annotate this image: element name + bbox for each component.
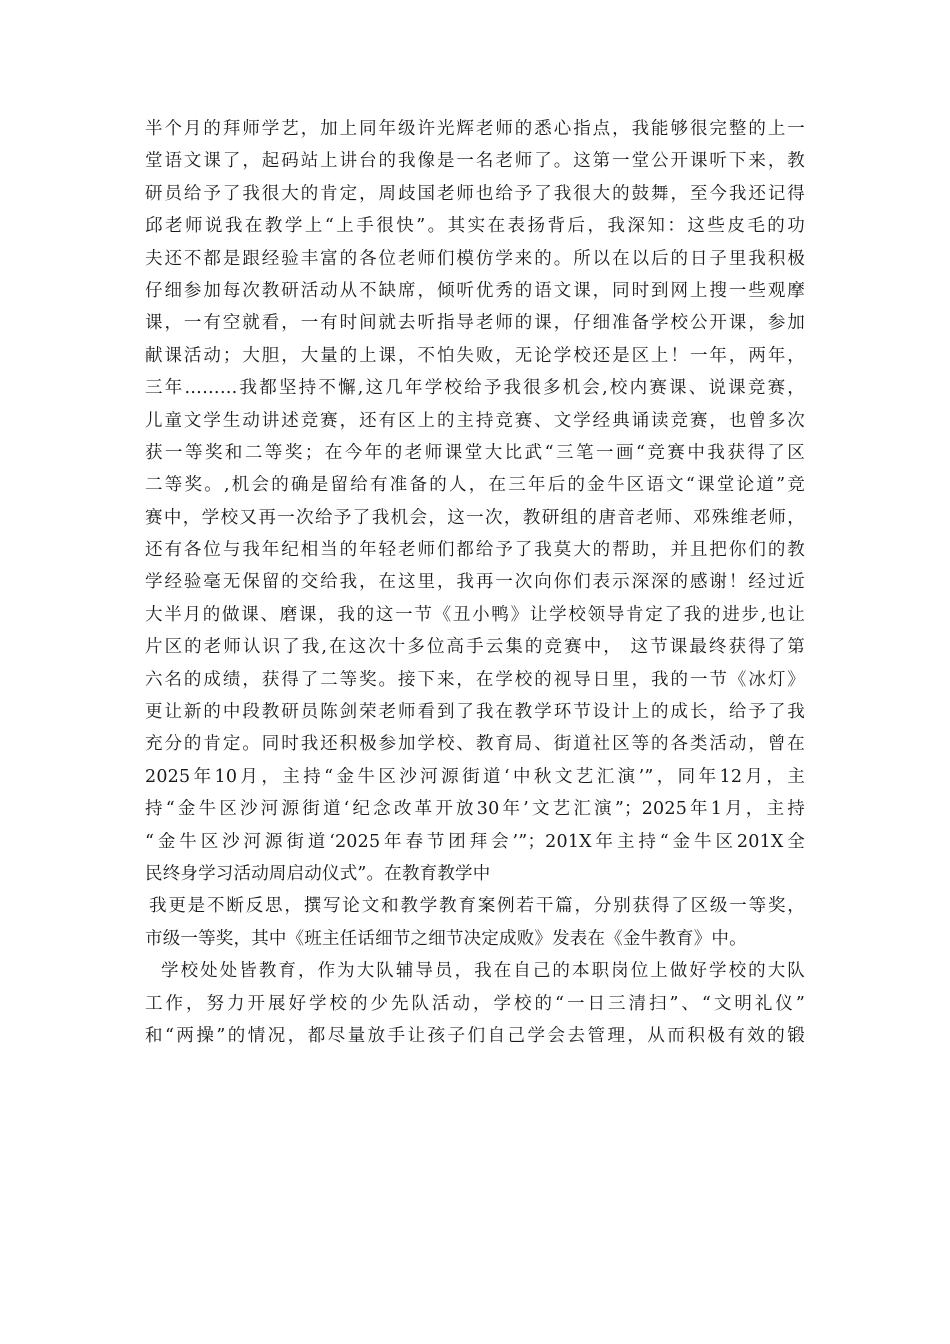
text-line: 仔细参加每次教研活动从不缺席，倾听优秀的语文课，同时到网上搜一些观摩: [145, 280, 805, 301]
text-line: 我更是不断反思，撰写论文和教学教育案例若干篇，分别获得了区级一等奖，: [149, 896, 805, 917]
text-line: 课，一有空就看，一有时间就去听指导老师的课，仔细准备学校公开课，参加: [145, 313, 805, 334]
document-body-text: [145, 113, 805, 1052]
text-line: 三年………我都坚持不懈,这几年学校给予我很多机会,校内赛课、说课竞赛，: [145, 378, 805, 399]
text-line: 工作，努力开展好学校的少先队活动，学校的“一日三清扫”、“文明礼仪”: [145, 993, 805, 1014]
text-line: 2025年10月，主持“金牛区沙河源街道‘中秋文艺汇演’”，同年12月，主: [145, 766, 805, 787]
text-line: 堂语文课了，起码站上讲台的我像是一名老师了。这第一堂公开课听下来，教: [145, 151, 805, 172]
text-line: 民终身学习活动周启动仪式”。在教育教学中: [145, 863, 491, 884]
text-line: 市级一等奖，其中《班主任话细节之细节决定成败》发表在《金牛教育》中。: [145, 928, 747, 949]
text-line: 大半月的做课、磨课，我的这一节《丑小鸭》让学校领导肯定了我的进步,也让: [145, 604, 805, 625]
text-line: 和“两操”的情况，都尽量放手让孩子们自己学会去管理，从而积极有效的锻: [145, 1025, 805, 1046]
text-line: 献课活动；大胆，大量的上课，不怕失败，无论学校还是区上！一年，两年，: [145, 345, 805, 366]
text-line: 充分的肯定。同时我还积极参加学校、教育局、街道社区等的各类活动，曾在: [145, 734, 805, 755]
text-line: 六名的成绩，获得了二等奖。接下来，在学校的视导日里，我的一节《冰灯》: [145, 669, 805, 690]
text-line: “金牛区沙河源街道‘2025年春节团拜会’”；201X年主持“金牛区201X全: [145, 831, 805, 852]
text-line: 研员给予了我很大的肯定，周歧国老师也给予了我很大的鼓舞，至今我还记得: [145, 183, 805, 204]
text-line: 学校处处皆教育，作为大队辅导员，我在自己的本职岗位上做好学校的大队: [161, 961, 805, 982]
text-line: 片区的老师认识了我,在这次十多位高手云集的竞赛中， 这节课最终获得了第: [145, 637, 805, 658]
text-line: 更让新的中段教研员陈剑荣老师看到了我在教学环节设计上的成长，给予了我: [145, 702, 805, 723]
text-line: 还有各位与我年纪相当的年轻老师们都给予了我莫大的帮助，并且把你们的教: [145, 540, 805, 561]
text-line: 半个月的拜师学艺，加上同年级许光辉老师的悉心指点，我能够很完整的上一: [145, 119, 805, 139]
text-line: 获一等奖和二等奖；在今年的老师课堂大比武“三笔一画“竞赛中我获得了区: [145, 442, 805, 463]
text-line: 邱老师说我在教学上“上手很快”。其实在表扬背后，我深知：这些皮毛的功: [145, 216, 805, 237]
text-line: 学经验毫无保留的交给我，在这里，我再一次向你们表示深深的感谢！经过近: [145, 572, 805, 593]
text-line: 二等奖。,机会的确是留给有准备的人，在三年后的金牛区语文“课堂论道”竞: [145, 475, 805, 496]
text-line: 儿童文学生动讲述竞赛，还有区上的主持竞赛、文学经典诵读竞赛，也曾多次: [145, 410, 805, 431]
text-line: 夫还不都是跟经验丰富的各位老师们模仿学来的。所以在以后的日子里我积极: [145, 248, 805, 269]
text-line: 赛中，学校又再一次给予了我机会，这一次，教研组的唐音老师、邓殊维老师，: [145, 507, 805, 528]
text-line: 持“金牛区沙河源街道‘纪念改革开放30年’文艺汇演”；2025年1月，主持: [145, 799, 805, 820]
